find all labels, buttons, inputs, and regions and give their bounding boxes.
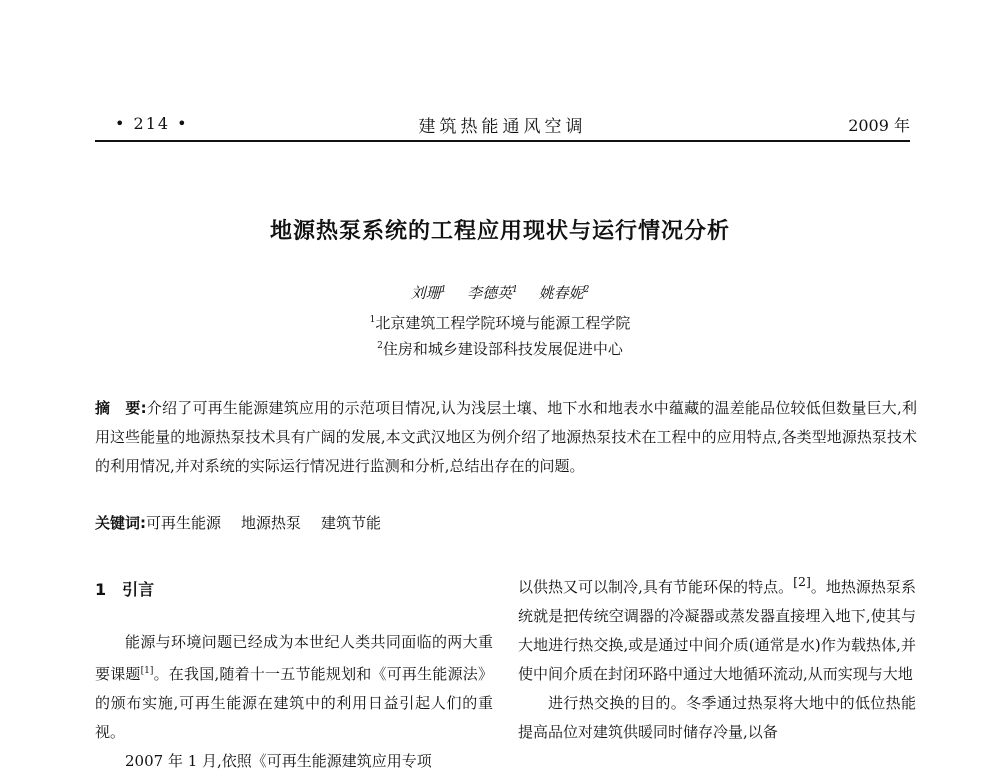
- author-name: 李德英$^1$: [467, 284, 518, 302]
- abstract-label: 摘 要:: [95, 399, 147, 417]
- author-name: 刘珊$^1$: [410, 284, 447, 302]
- running-header: [95, 110, 910, 138]
- publication-year: 2009 年: [848, 116, 910, 135]
- author-list: [0, 282, 1000, 303]
- keyword: 建筑节能: [321, 514, 382, 532]
- header-rule: [95, 140, 910, 142]
- paper-title: 地源热泵系统的工程应用现状与运行情况分析: [269, 219, 730, 244]
- page-number: • 214 •: [115, 114, 189, 133]
- abstract: [95, 394, 917, 481]
- affiliation: $^1$北京建筑工程学院环境与能源工程学院: [369, 314, 631, 332]
- keyword: 可再生能源: [146, 514, 222, 532]
- abstract-text: 介绍了可再生能源建筑应用的示范项目情况,认为浅层土壤、地下水和地表水中蕴藏的温差能品位较低但数量巨大,利用这些能量的地源热泵技术具有广阔的发展,本文武汉地区为例介绍了地源热泵技术在工程中的应用特点,各类型地源热泵技术的利用情况,并对系统的实际运行情况进行监测和分析,总结出存在的问题。: [95, 399, 917, 475]
- paragraph: 进行热交换的目的。冬季通过热泵将大地中的低位热能提高品位对建筑供暖同时储存冷量,以备: [518, 694, 916, 741]
- paragraph: 2007 年 1 月,依照《可再生能源建筑应用专项: [125, 752, 432, 770]
- left-column: [95, 575, 493, 776]
- paragraph: 以供热又可以制冷,具有节能环保的特点。[2]。地热源热泵系统就是把传统空调器的冷凝器或蒸发器直接埋入地下,使其与大地进行热交换,或是通过中间介质(通常是水)作为载热体,并使中间介质在封闭环路中通过大地循环流动,从而实现与大地: [518, 574, 916, 683]
- keywords: [95, 512, 401, 533]
- citation: [2]: [793, 574, 811, 589]
- right-column: [518, 567, 916, 747]
- keyword: 地源热泵: [241, 514, 302, 532]
- affiliation: $^2$住房和城乡建设部科技发展促进中心: [377, 340, 623, 358]
- journal-name: 建筑热能通风空调: [418, 117, 587, 137]
- author-name: 姚春妮$^2$: [538, 284, 590, 302]
- citation: [1]: [140, 666, 154, 676]
- keywords-label: 关键词:: [95, 514, 146, 532]
- section-heading: 1 引言: [95, 580, 155, 599]
- paragraph: 能源与环境问题已经成为本世纪人类共同面临的两大重要课题[1]。在我国,随着十一五节能规划和《可再生能源法》的颁布实施,可再生能源在建筑中的利用日益引起人们的重视。: [95, 633, 493, 741]
